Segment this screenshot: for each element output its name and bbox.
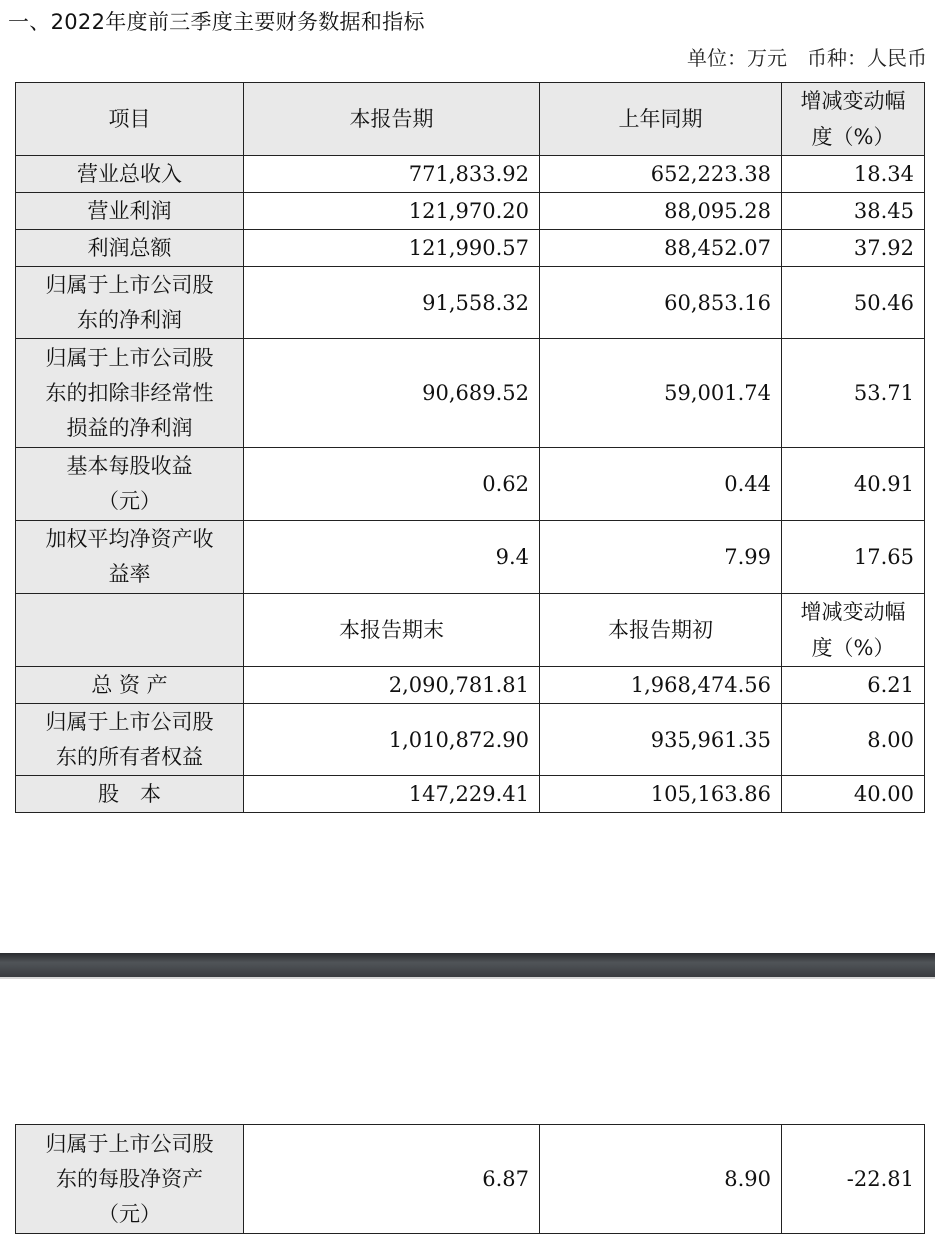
row-label-line: 归属于上市公司股: [45, 709, 214, 734]
cell-prior: 8.90: [540, 1125, 782, 1234]
cell-prior: 7.99: [540, 521, 782, 594]
cell-change: 8.00: [782, 704, 925, 776]
row-label-line: 益率: [108, 562, 151, 586]
col-header-change-l1: 增减变动幅: [800, 89, 906, 113]
table-row: [16, 156, 925, 193]
row-label: [16, 1125, 244, 1234]
col-header-period-end: 本报告期末: [244, 594, 540, 667]
table-header-row: [16, 83, 925, 156]
row-label: [16, 521, 244, 594]
cell-prior: 105,163.86: [540, 776, 782, 813]
row-label: 营业总收入: [16, 156, 244, 193]
row-label-line: 东的扣除非经常性: [45, 380, 214, 405]
cell-current: 0.62: [244, 448, 540, 521]
col-header-period-start: 本报告期初: [540, 594, 782, 667]
row-label-line: 东的所有者权益: [56, 744, 203, 769]
cell-change: 53.71: [782, 339, 925, 448]
cell-current: 147,229.41: [244, 776, 540, 813]
table-row: [16, 521, 925, 594]
page-separator-line: [0, 977, 935, 979]
row-label-line: （元）: [98, 1201, 161, 1226]
row-label: 利润总额: [16, 230, 244, 267]
col-header-change: [782, 83, 925, 156]
cell-prior: 1,968,474.56: [540, 667, 782, 704]
table-row: [16, 776, 925, 813]
table-subheader-row: [16, 594, 925, 667]
col-header-blank: [16, 594, 244, 667]
col-header-change-l2: 度（%）: [811, 636, 895, 660]
row-label-line: 东的净利润: [77, 307, 182, 332]
cell-change: 6.21: [782, 667, 925, 704]
row-label: [16, 704, 244, 776]
table-row: [16, 1125, 925, 1234]
cell-change: 40.91: [782, 448, 925, 521]
row-label-line: 加权平均净资产收: [45, 527, 214, 551]
cell-prior: 60,853.16: [540, 267, 782, 339]
cell-current: 6.87: [244, 1125, 540, 1234]
cell-change: -22.81: [782, 1125, 925, 1234]
table-row: [16, 267, 925, 339]
cell-change: 50.46: [782, 267, 925, 339]
cell-prior: 88,095.28: [540, 193, 782, 230]
cell-change: 37.92: [782, 230, 925, 267]
page-separator-bar: [0, 953, 935, 977]
cell-change: 17.65: [782, 521, 925, 594]
table-row: [16, 667, 925, 704]
row-label-line: 基本每股收益: [66, 454, 193, 478]
cell-current: 91,558.32: [244, 267, 540, 339]
cell-current: 9.4: [244, 521, 540, 594]
cell-current: 121,990.57: [244, 230, 540, 267]
col-header-current: 本报告期: [244, 83, 540, 156]
row-label: 股 本: [16, 776, 244, 813]
cell-current: 1,010,872.90: [244, 704, 540, 776]
cell-prior: 59,001.74: [540, 339, 782, 448]
cell-prior: 88,452.07: [540, 230, 782, 267]
cell-change: 18.34: [782, 156, 925, 193]
col-header-change-l1: 增减变动幅: [800, 600, 906, 624]
row-label: 营业利润: [16, 193, 244, 230]
cell-prior: 0.44: [540, 448, 782, 521]
cell-change: 40.00: [782, 776, 925, 813]
cell-change: 38.45: [782, 193, 925, 230]
row-label-line: 损益的净利润: [66, 415, 193, 440]
row-label-line: 归属于上市公司股: [45, 1131, 214, 1156]
col-header-item: 项目: [16, 83, 244, 156]
col-header-change: [782, 594, 925, 667]
cell-current: 90,689.52: [244, 339, 540, 448]
table-row: [16, 230, 925, 267]
financial-table: [15, 82, 925, 813]
cell-current: 771,833.92: [244, 156, 540, 193]
row-label: [16, 448, 244, 521]
cell-current: 121,970.20: [244, 193, 540, 230]
row-label-line: 归属于上市公司股: [45, 272, 214, 297]
page-title: 一、2022年度前三季度主要财务数据和指标: [8, 10, 425, 34]
row-label-line: 归属于上市公司股: [45, 345, 214, 370]
table-row: [16, 193, 925, 230]
table-row: [16, 448, 925, 521]
cell-prior: 652,223.38: [540, 156, 782, 193]
row-label: 总 资 产: [16, 667, 244, 704]
row-label: [16, 267, 244, 339]
financial-table-continued: [15, 1124, 925, 1234]
row-label: [16, 339, 244, 448]
unit-note: 单位：万元 币种：人民币: [687, 46, 927, 70]
col-header-prior: 上年同期: [540, 83, 782, 156]
table-row: [16, 339, 925, 448]
col-header-change-l2: 度（%）: [811, 125, 895, 149]
cell-prior: 935,961.35: [540, 704, 782, 776]
row-label-line: 东的每股净资产: [56, 1166, 203, 1191]
row-label-line: （元）: [98, 489, 161, 513]
table-row: [16, 704, 925, 776]
cell-current: 2,090,781.81: [244, 667, 540, 704]
